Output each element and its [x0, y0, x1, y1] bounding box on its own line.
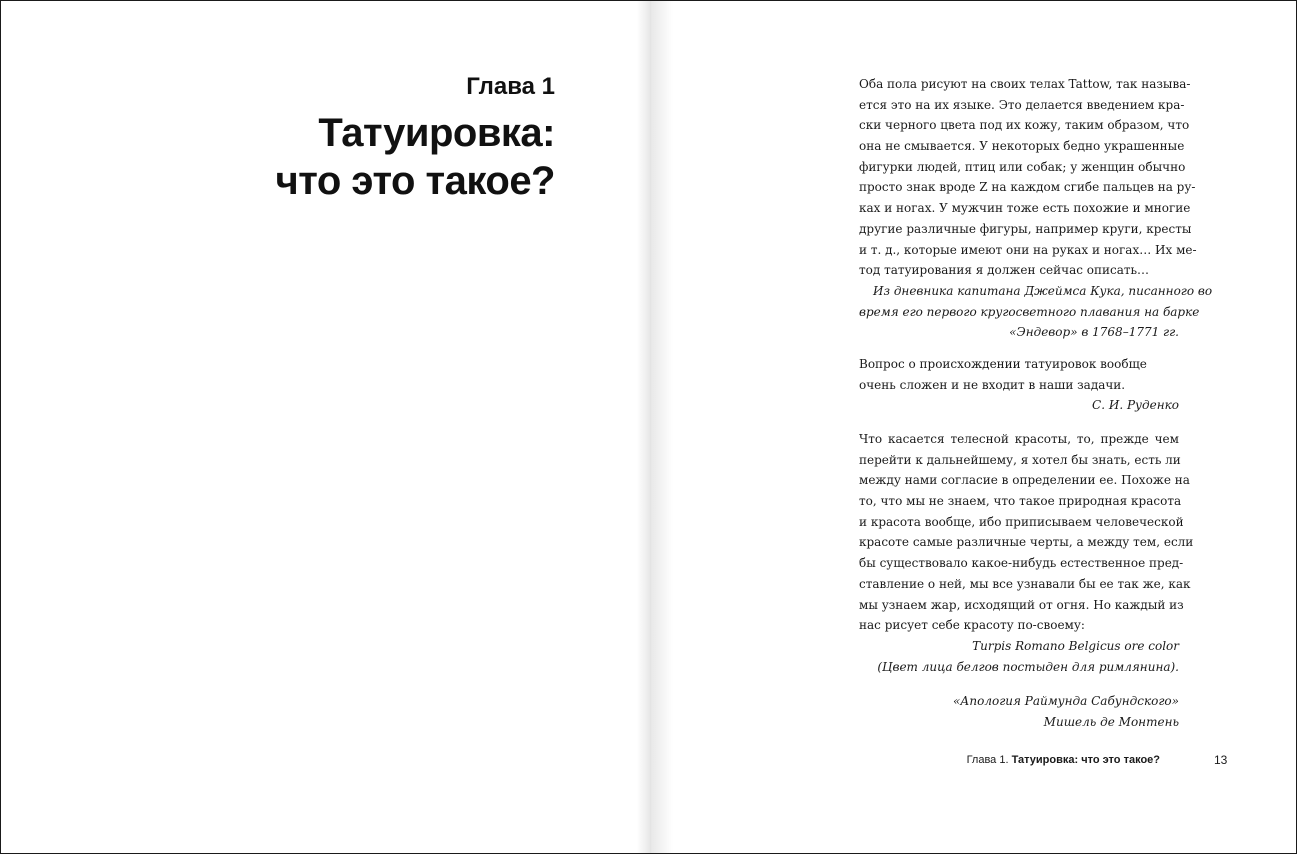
epigraph-line: Что касается телесной красоты, то, прежде чем	[859, 432, 1179, 446]
epigraph-line: Оба пола рисуют на своих телах Tattow, так называ-	[859, 77, 1191, 91]
epigraph-line: нас рисует себе красоту по-своему:	[859, 618, 1085, 633]
epigraph-montaigne	[859, 429, 1194, 677]
epigraph-line: ставление о ней, мы все узнавали бы ее так же, как	[859, 576, 1191, 591]
epigraph-line: Вопрос о происхождении татуировок вообще	[859, 357, 1147, 371]
epigraph-line: красоте самые различные черты, а между тем, если	[859, 535, 1194, 550]
epigraph-line: ски черного цвета под их кожу, таким образом, что	[859, 118, 1190, 133]
page-number: 13	[1214, 753, 1228, 767]
epigraph-line: бы существовало какое-нибудь естественное пред-	[859, 556, 1184, 571]
left-page	[1, 1, 651, 853]
epigraph-line: перейти к дальнейшему, я хотел бы знать, есть ли	[859, 452, 1181, 467]
epigraph-source-title: «Апология Раймунда Сабундского»	[952, 694, 1179, 708]
epigraph-line: другие различные фигуры, например круги, кресты	[859, 221, 1192, 236]
montaigne-attribution	[859, 691, 1179, 732]
epigraph-line: ется это на их языке. Это делается введением кра-	[859, 97, 1185, 112]
gutter-shadow	[651, 1, 673, 853]
epigraph-author: Мишель де Монтень	[1043, 714, 1179, 729]
latin-quote: Turpis Romano Belgicus ore color	[972, 638, 1179, 653]
running-footer	[967, 754, 1160, 766]
epigraph-line: тод татуирования я должен сейчас описать…	[859, 263, 1150, 278]
epigraph-line: то, что мы не знаем, что такое природная красота	[859, 494, 1182, 509]
epigraph-line: фигурки людей, птиц или собак; у женщин обычно	[859, 159, 1186, 174]
epigraph-line: мы узнаем жар, исходящий от огня. Но каждый из	[859, 597, 1184, 612]
epigraph-source-line: Из дневника капитана Джеймса Кука, писанного во	[873, 283, 1213, 298]
epigraph-line: она не смывается. У некоторых бедно украшенные	[859, 139, 1185, 154]
epigraph-source-line: «Эндевор» в 1768–1771 гг.	[1009, 325, 1179, 340]
epigraph-line: и красота вообще, ибо приписываем человеческой	[859, 514, 1184, 529]
epigraph-cook	[859, 74, 1213, 343]
epigraph-line: и т. д., которые имеют они на руках и ногах… Их ме-	[859, 242, 1197, 257]
chapter-title	[276, 109, 555, 205]
chapter-label: Глава 1	[466, 73, 555, 100]
right-page	[651, 1, 1296, 853]
chapter-heading	[276, 71, 555, 205]
epigraph-line: просто знак вроде Z на каждом сгибе пальцев на ру-	[859, 180, 1196, 195]
gutter-shadow	[637, 1, 651, 853]
epigraph-line: очень сложен и не входит в наши задачи.	[859, 377, 1126, 392]
epigraph-line: между нами согласие в определении ее. Похоже на	[859, 473, 1190, 488]
chapter-title-line: Татуировка:	[318, 111, 555, 155]
epigraph-rudenko	[859, 354, 1179, 416]
epigraph-author: С. И. Руденко	[1092, 398, 1179, 413]
epigraph-source-line: время его первого кругосветного плавания на барке	[859, 304, 1200, 319]
footer-chapter-prefix: Глава 1.	[966, 754, 1012, 766]
latin-translation: (Цвет лица белгов постыден для римлянина).	[877, 659, 1179, 674]
footer-chapter-title: Татуировка: что это такое?	[1011, 754, 1160, 766]
chapter-title-line: что это такое?	[275, 159, 555, 203]
epigraph-line: ках и ногах. У мужчин тоже есть похожие и многие	[859, 201, 1191, 216]
